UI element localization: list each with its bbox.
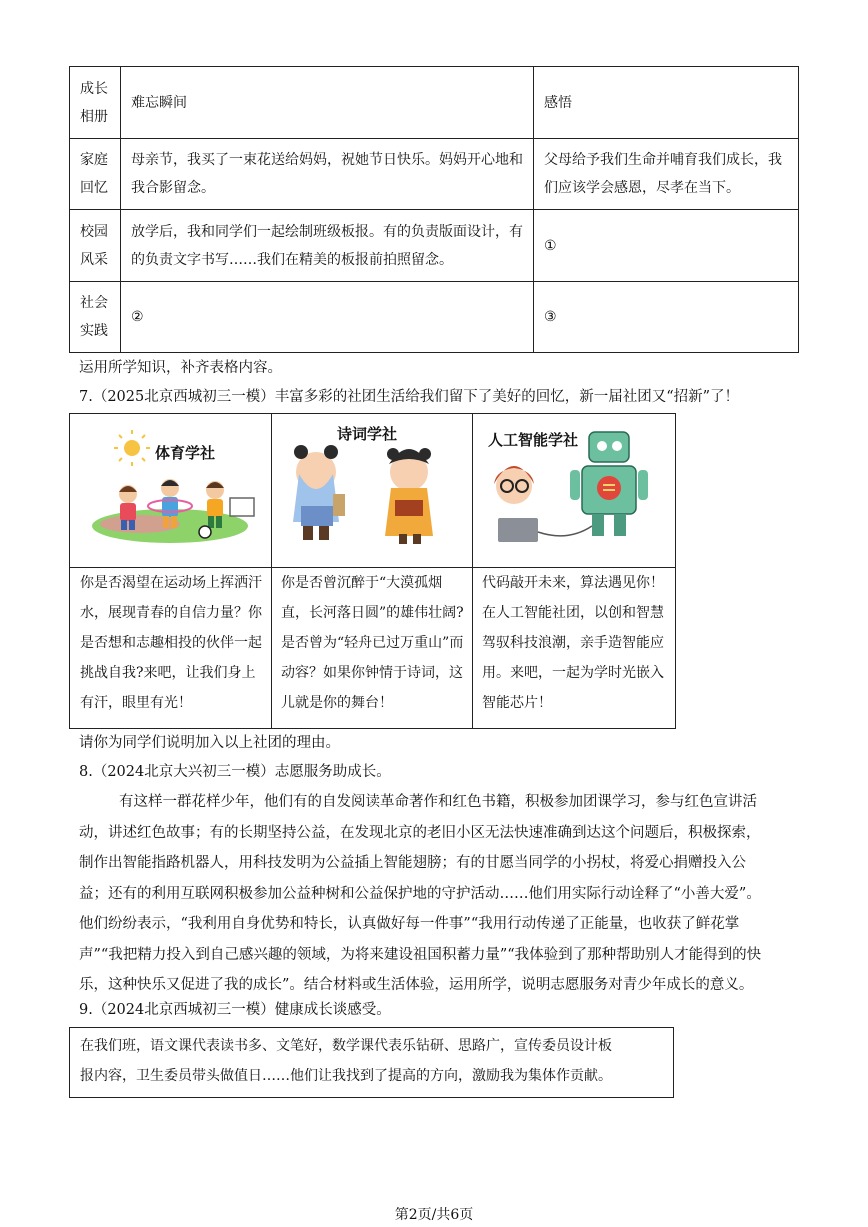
poetry-illustration bbox=[271, 414, 472, 568]
sports-illustration bbox=[70, 414, 271, 568]
row-insight: 父母给予我们生命并哺育我们成长，我们应该学会感恩，尽孝在当下。 bbox=[534, 139, 799, 210]
box-line: 报内容，卫生委员带头做值日……他们让我找到了提高的方向，激励我为集体作贡献。 bbox=[80, 1068, 612, 1084]
page-number: 第2页/共6页 bbox=[394, 1207, 474, 1223]
growth-album-table bbox=[69, 66, 799, 353]
club-grid bbox=[69, 413, 676, 729]
passage-line: 动，讲述红色故事；有的长期坚持公益，在发现北京的老旧小区无法快速准确到达这个问题后，积极探索， bbox=[79, 824, 761, 841]
row-moment: 放学后，我和同学们一起绘制班级板报。有的负责版面设计，有的负责文字书写……我们在精美的板报前拍照留念。 bbox=[121, 210, 534, 282]
passage-line: 他们纷纷表示，“我利用自身优势和特长，认真做好每一件事”“我用行动传递了正能量，也收获了鲜花掌 bbox=[79, 916, 740, 932]
row-insight: ① bbox=[534, 210, 799, 282]
club-name: 诗词学社 bbox=[337, 425, 398, 443]
row-moment: 母亲节，我买了一束花送给妈妈，祝她节日快乐。妈妈开心地和我合影留念。 bbox=[121, 139, 534, 210]
row-label: 家庭回忆 bbox=[70, 139, 121, 210]
header-moment: 难忘瞬间 bbox=[121, 67, 534, 139]
club-description: 代码敲开未来，算法遇见你！在人工智能社团，以创和智慧驾驭科技浪潮，亲手造智能应用。来吧，一起为学时光嵌入智能芯片！ bbox=[482, 575, 664, 711]
row-insight: ③ bbox=[534, 282, 799, 353]
q9-material-box bbox=[69, 1027, 674, 1098]
passage-line: 有这样一群花样少年，他们有的自发阅读革命著作和红色书籍，积极参加团课学习，参与红色宣讲活 bbox=[119, 794, 757, 810]
passage-line: 乐，这种快乐又促进了我的成长”。结合材料或生活体验，运用所学，说明志愿服务对青少年成长的意义。 bbox=[79, 977, 754, 993]
q6-instruction: 运用所学知识，补齐表格内容。 bbox=[79, 360, 282, 376]
boy-scholar-figure bbox=[293, 445, 345, 540]
laptop-icon bbox=[498, 518, 538, 542]
goal-icon bbox=[230, 498, 254, 516]
club-description: 你是否渴望在运动场上挥洒汗水，展现青春的自信力量？你是否想和志趣相投的伙伴一起挑战自我?来吧，让我们身上有汗，眼里有光！ bbox=[80, 575, 262, 711]
ai-illustration bbox=[472, 414, 675, 568]
q8-title: 8.（2024北京大兴初三一模）志愿服务助成长。 bbox=[79, 764, 391, 780]
robot-icon bbox=[570, 432, 648, 536]
passage-line: 声”“我把精力投入到自己感兴趣的领域，为将来建设祖国积蓄力量”“我体验到了那种帮助别人才能得到的快 bbox=[79, 946, 762, 963]
header-insight: 感悟 bbox=[534, 67, 799, 139]
q9-title: 9.（2024北京西城初三一模）健康成长谈感受。 bbox=[79, 1002, 391, 1018]
passage-line: 制作出智能指路机器人，用科技发明为公益插上智能翅膀；有的甘愿当同学的小拐杖，将爱心捐赠投入公 bbox=[79, 855, 746, 871]
club-ai bbox=[472, 414, 675, 728]
q7-title: 7.（2025北京西城初三一模）丰富多彩的社团生活给我们留下了美好的回忆，新一届社团又“招新”了！ bbox=[79, 389, 740, 405]
passage-line: 益；还有的利用互联网积极参加公益种树和公益保护地的守护活动……他们用实际行动诠释了“小善大爱”。 bbox=[79, 885, 761, 902]
girl-with-laptop-figure bbox=[494, 466, 538, 542]
sun-icon bbox=[114, 430, 150, 466]
q7-instruction: 请你为同学们说明加入以上社团的理由。 bbox=[79, 735, 340, 751]
girl-scholar-figure bbox=[385, 448, 433, 544]
q8-passage bbox=[79, 787, 795, 1001]
club-poetry bbox=[271, 414, 473, 728]
header-album: 成长相册 bbox=[70, 67, 121, 139]
row-label: 校园风采 bbox=[70, 210, 121, 282]
row-label: 社会实践 bbox=[70, 282, 121, 353]
club-description: 你是否曾沉醉于“大漠孤烟直，长河落日圆”的雄伟壮阔?是否曾为“轻舟已过万重山”而动容？如果你钟情于诗词，这儿就是你的舞台！ bbox=[281, 575, 464, 711]
club-name: 人工智能学社 bbox=[488, 431, 579, 449]
row-moment: ② bbox=[121, 282, 534, 353]
soccer-ball-icon bbox=[199, 526, 211, 538]
box-line: 在我们班，语文课代表读书多、文笔好，数学课代表乐钻研、思路广，宣传委员设计板 bbox=[80, 1038, 612, 1054]
club-sports bbox=[70, 414, 272, 728]
club-name: 体育学社 bbox=[155, 444, 216, 462]
